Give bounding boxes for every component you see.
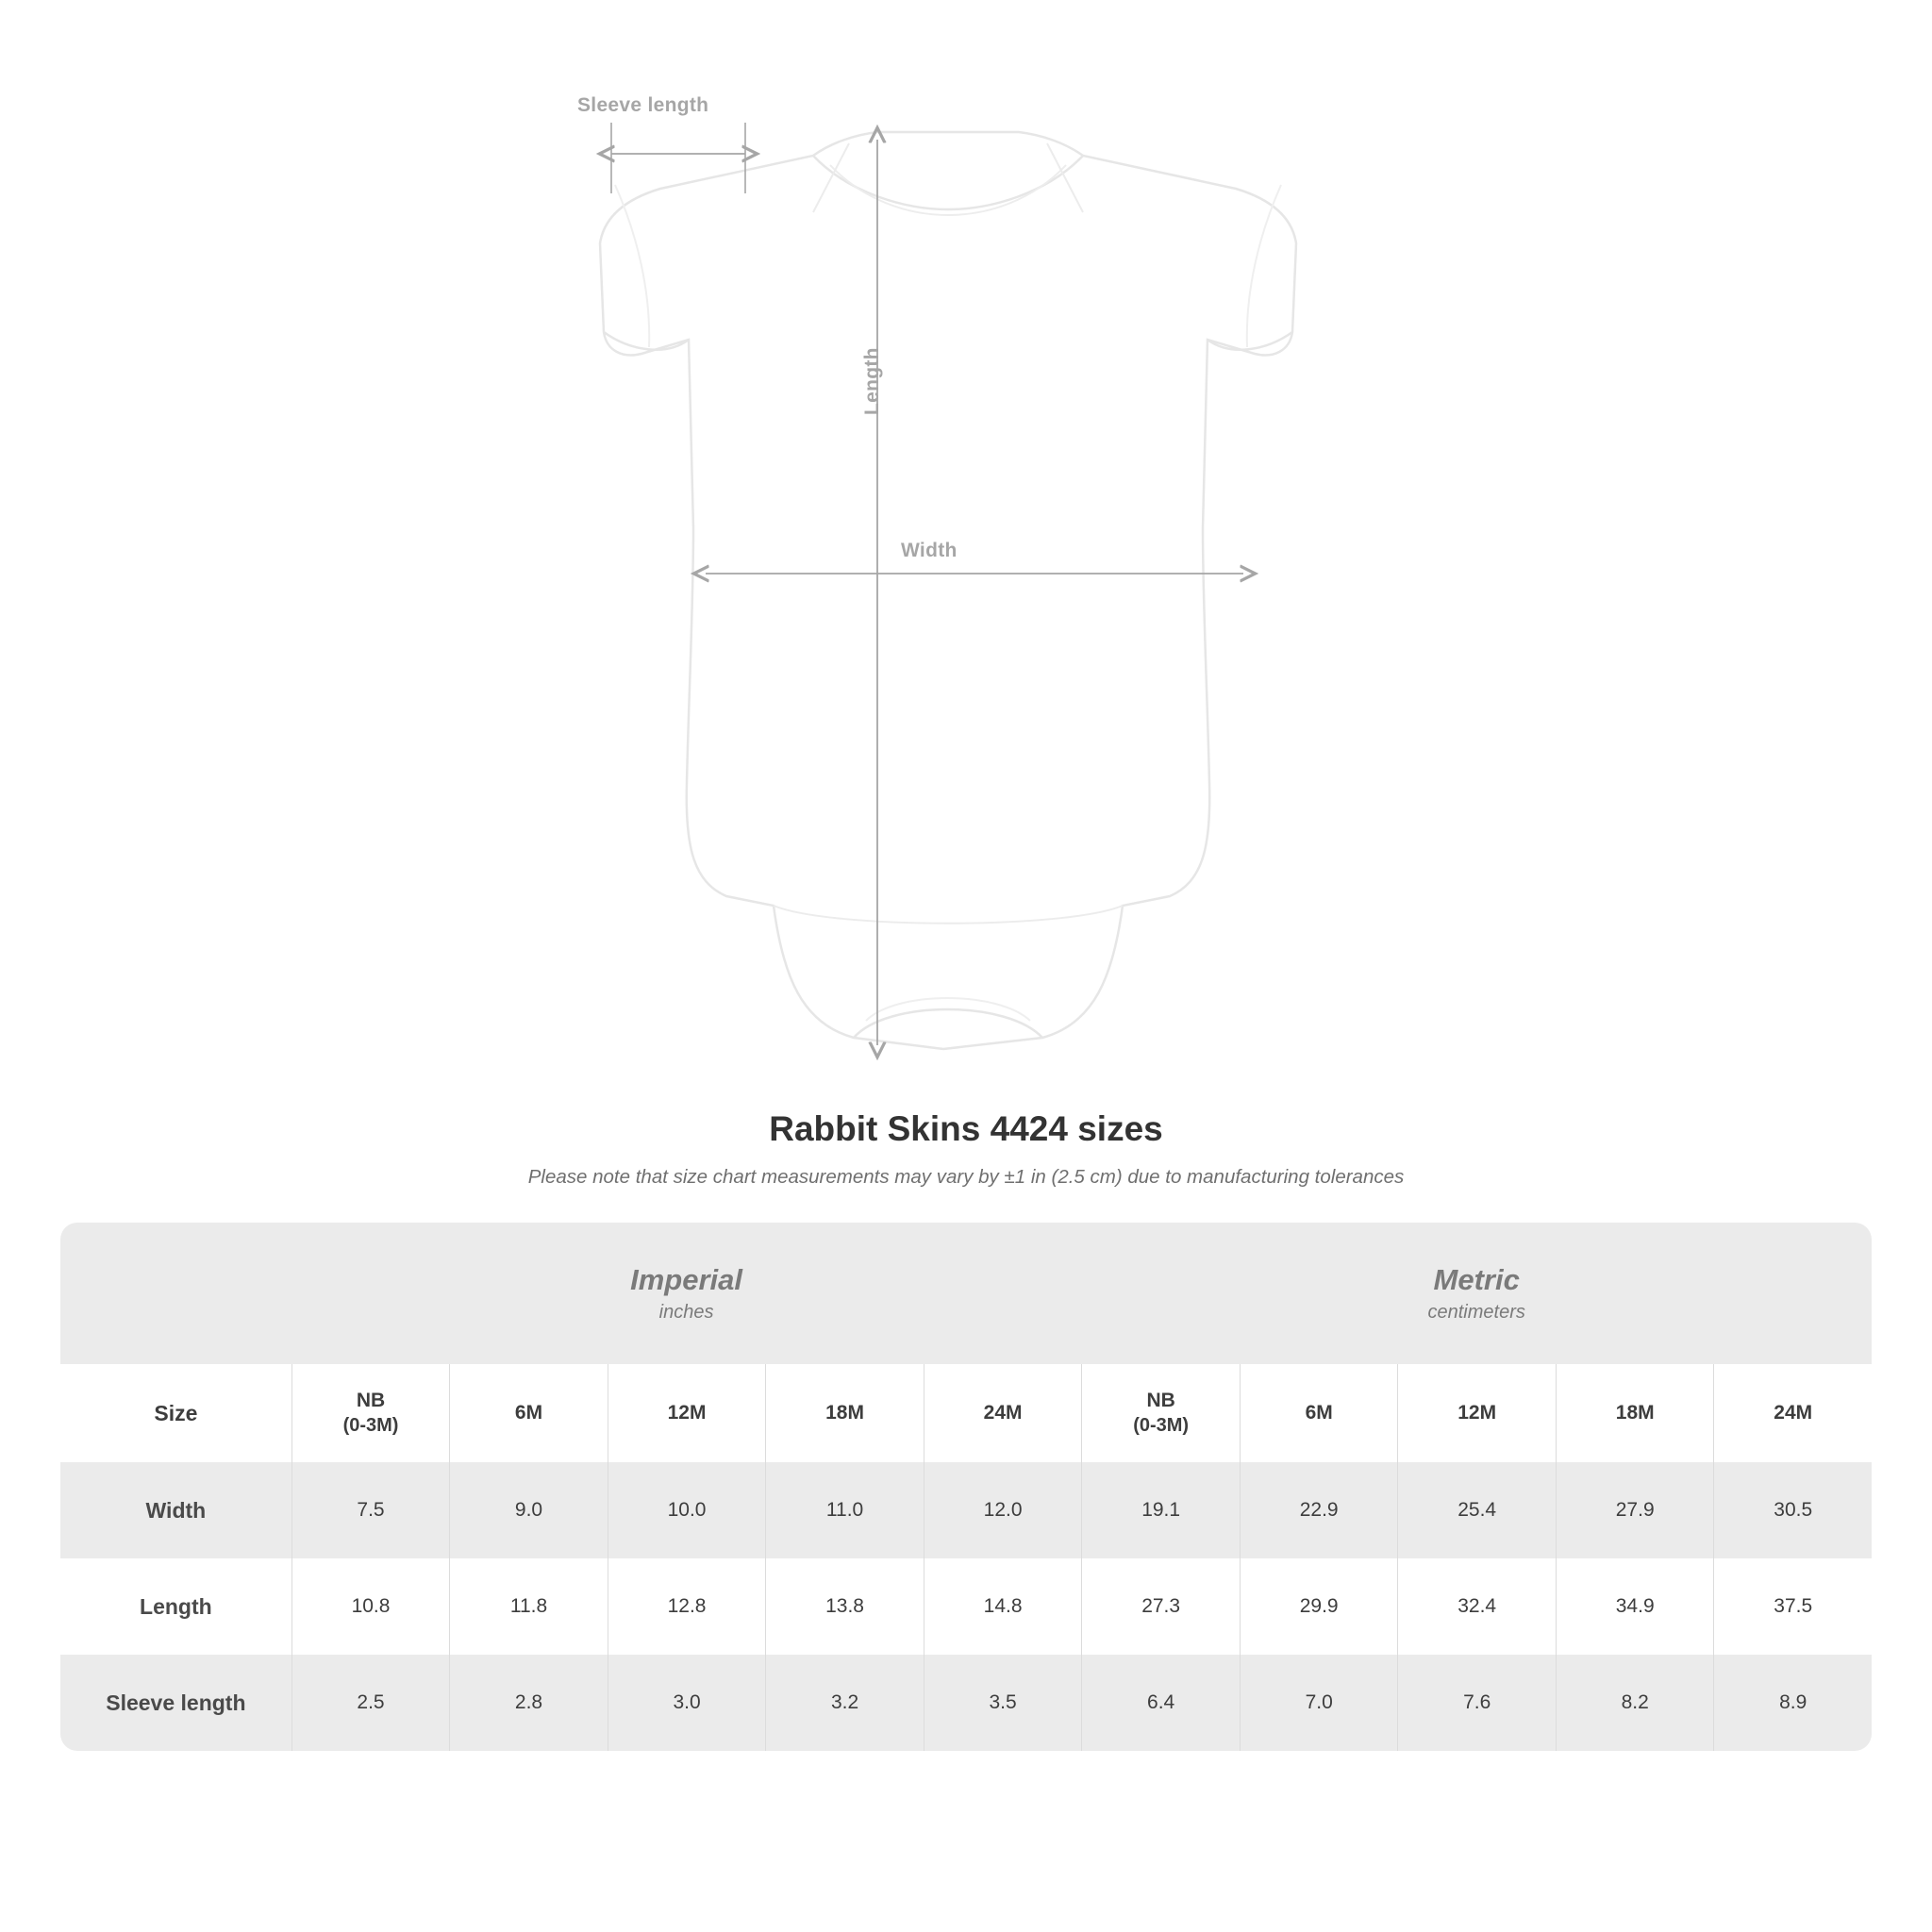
row-label-sleeve-length: Sleeve length: [60, 1655, 291, 1751]
header-col-label: 18M: [1615, 1401, 1655, 1424]
length-dimension-label: Length: [861, 347, 883, 415]
cell-sleeve-18m-in: 3.2: [765, 1655, 924, 1751]
header-col-nb-imperial: [291, 1364, 450, 1462]
page-title: Rabbit Skins 4424 sizes: [769, 1109, 1163, 1148]
cell-sleeve-12m-in: 3.0: [608, 1655, 766, 1751]
unit-group-imperial: [291, 1223, 1082, 1364]
cell-sleeve-24m-cm: 8.9: [1713, 1655, 1872, 1751]
tolerance-note: Please note that size chart measurements may vary by ±1 in (2.5 cm) due to manufacturing tolerances: [527, 1166, 1405, 1188]
row-label-width: Width: [60, 1462, 291, 1558]
unit-group-imperial-sub: inches: [658, 1302, 714, 1324]
unit-row-spacer: [60, 1223, 291, 1364]
cell-width-18m-in: 11.0: [765, 1462, 924, 1558]
header-col-label: 24M: [983, 1401, 1023, 1424]
header-col-24m-imperial: [924, 1364, 1082, 1462]
cell-length-6m-in: 11.8: [449, 1558, 608, 1655]
table-row: [60, 1462, 1872, 1558]
header-col-sublabel: (0-3M): [342, 1414, 399, 1436]
cell-width-nb-in: 7.5: [291, 1462, 450, 1558]
header-col-label: 24M: [1774, 1401, 1813, 1424]
table-row: [60, 1655, 1872, 1751]
cell-length-24m-cm: 37.5: [1713, 1558, 1872, 1655]
header-col-12m-metric: [1397, 1364, 1556, 1462]
header-col-label: 12M: [667, 1401, 707, 1424]
unit-group-imperial-label: Imperial: [630, 1262, 743, 1296]
cell-sleeve-12m-cm: 7.6: [1397, 1655, 1556, 1751]
header-col-sublabel: (0-3M): [1133, 1414, 1190, 1436]
header-col-label: NB: [1146, 1390, 1175, 1412]
row-label-length: Length: [140, 1593, 212, 1619]
cell-length-18m-in: 13.8: [765, 1558, 924, 1655]
cell-sleeve-6m-in: 2.8: [449, 1655, 608, 1751]
cell-width-6m-cm: 22.9: [1240, 1462, 1398, 1558]
cell-length-12m-cm: 32.4: [1397, 1558, 1556, 1655]
size-table-container: [60, 1223, 1872, 1751]
cell-sleeve-nb-in: 2.5: [291, 1655, 450, 1751]
cell-width-12m-cm: 25.4: [1397, 1462, 1556, 1558]
cell-width-24m-in: 12.0: [924, 1462, 1082, 1558]
header-col-label: 12M: [1457, 1401, 1497, 1424]
cell-sleeve-24m-in: 3.5: [924, 1655, 1082, 1751]
header-col-24m-metric: [1713, 1364, 1872, 1462]
cell-length-12m-in: 12.8: [608, 1558, 766, 1655]
header-col-6m-metric: [1240, 1364, 1398, 1462]
cell-width-18m-cm: 27.9: [1556, 1462, 1714, 1558]
header-col-label: 18M: [825, 1401, 864, 1424]
cell-sleeve-18m-cm: 8.2: [1556, 1655, 1714, 1751]
header-col-18m-metric: [1556, 1364, 1714, 1462]
header-col-18m-imperial: [765, 1364, 924, 1462]
header-col-12m-imperial: [608, 1364, 766, 1462]
cell-sleeve-6m-cm: 7.0: [1240, 1655, 1398, 1751]
cell-sleeve-nb-cm: 6.4: [1081, 1655, 1240, 1751]
width-dimension-label: Width: [901, 540, 958, 561]
header-col-6m-imperial: [449, 1364, 608, 1462]
unit-group-metric: [1081, 1223, 1872, 1364]
cell-length-nb-in: 10.8: [291, 1558, 450, 1655]
cell-width-24m-cm: 30.5: [1713, 1462, 1872, 1558]
header-col-nb-metric: [1081, 1364, 1240, 1462]
header-col-label: 6M: [1305, 1401, 1333, 1424]
header-col-label: NB: [356, 1390, 386, 1412]
cell-width-6m-in: 9.0: [449, 1462, 608, 1558]
unit-group-metric-sub: centimeters: [1427, 1302, 1525, 1324]
unit-group-row: [60, 1223, 1872, 1364]
cell-width-nb-cm: 19.1: [1081, 1462, 1240, 1558]
cell-length-6m-cm: 29.9: [1240, 1558, 1398, 1655]
cell-length-18m-cm: 34.9: [1556, 1558, 1714, 1655]
header-col-label: 6M: [514, 1401, 543, 1424]
size-table: [60, 1223, 1872, 1751]
cell-width-12m-in: 10.0: [608, 1462, 766, 1558]
cell-length-nb-cm: 27.3: [1081, 1558, 1240, 1655]
sleeve-length-dimension-label: Sleeve length: [577, 94, 709, 116]
cell-length-24m-in: 14.8: [924, 1558, 1082, 1655]
column-header-row: [60, 1364, 1872, 1462]
unit-group-metric-label: Metric: [1433, 1262, 1520, 1296]
table-row: [60, 1558, 1872, 1655]
title-block: [0, 1109, 1932, 1189]
header-size: Size: [60, 1364, 291, 1462]
